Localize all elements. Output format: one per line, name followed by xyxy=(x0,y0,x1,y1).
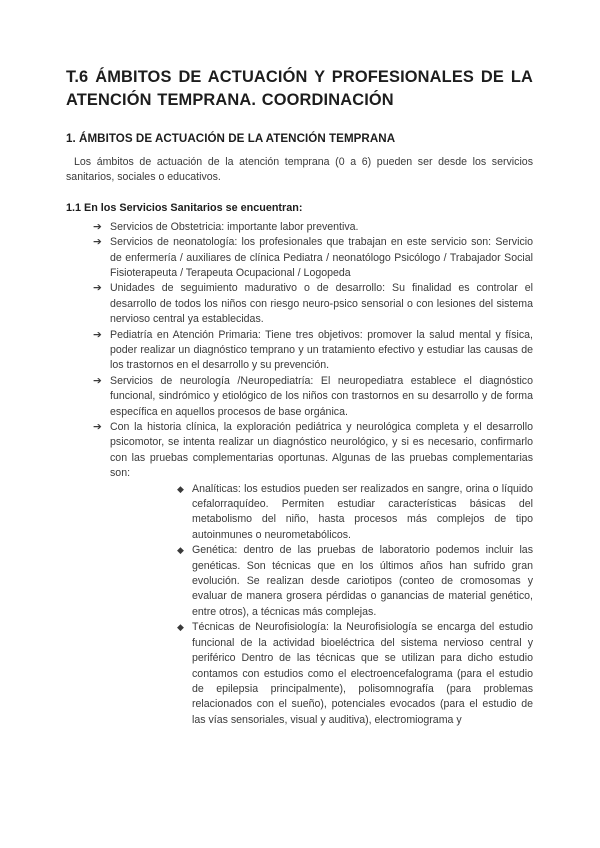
list-item xyxy=(110,620,533,728)
diamond-bullet-icon: ◆ xyxy=(177,483,184,494)
services-list xyxy=(66,220,533,728)
arrow-bullet-icon: ➔ xyxy=(93,328,102,341)
list-item-text: Técnicas de Neurofisiología: la Neurofisiología se encarga del estudio funcional de la actividad bioeléctrica del sistema nervioso central y periférico Dentro de las técnicas que se utilizan para dicho estudio contamos con estudios como el electroencefalograma (para el estudio de epilepsia principalmente), polisomnografía (para problemas relacionados con el sueño), potenciales evocados (para el estudio de las vías sensoriales, visual y auditiva), electromiograma y xyxy=(192,621,533,726)
section-heading-1: 1. ÁMBITOS DE ACTUACIÓN DE LA ATENCIÓN TEMPRANA xyxy=(66,132,396,145)
arrow-bullet-icon: ➔ xyxy=(93,220,102,233)
complementary-tests-list xyxy=(110,482,533,729)
list-item xyxy=(110,482,533,544)
list-item xyxy=(66,374,533,420)
list-item xyxy=(110,543,533,620)
arrow-bullet-icon: ➔ xyxy=(93,282,102,295)
list-item xyxy=(66,328,533,374)
diamond-bullet-icon: ◆ xyxy=(177,622,184,633)
list-item xyxy=(66,420,533,728)
diamond-bullet-icon: ◆ xyxy=(177,545,184,556)
arrow-bullet-icon: ➔ xyxy=(93,236,102,249)
list-item-text: Servicios de neurología /Neuropediatría: El neuropediatra establece el diagnóstico funcional, sindrómico y etiológico de los niños con trastornos en su desarrollo y de forma específica en aquellos procesos de base orgánica. xyxy=(110,374,533,418)
arrow-bullet-icon: ➔ xyxy=(93,374,102,387)
arrow-bullet-icon: ➔ xyxy=(93,421,102,433)
list-item-text: Servicios de Obstetricia: importante labor preventiva. xyxy=(110,220,359,233)
list-item-text: Analíticas: los estudios pueden ser realizados en sangre, orina o líquido cefalorraquídeo. Permiten estudiar características básicas del metabolismo del niño, hasta procesos más complejos de tipo autoinmunes o neurometabólicos. xyxy=(192,482,533,541)
list-item xyxy=(66,220,533,235)
list-item-text: Servicios de neonatología: los profesionales que trabajan en este servicio son: Servicio de enfermería / auxiliares de clínica Pediatra / neonatólogo Psicólogo / Trabajador Social Fisioterapeuta / Terapeuta Ocupacional / Logopeda xyxy=(110,236,533,279)
list-item xyxy=(66,281,533,327)
list-item-text: Genética: dentro de las pruebas de laboratorio podemos incluir las genéticas. Son técnicas que en los últimos años han sufrido gran evolución. Se realizan desde cariotipos (conteo de cromosomas y evaluar de manera grosera pérdidas o ganancias de material genético, entre otros), a técnicas más complejas. xyxy=(192,544,533,618)
list-item-text: Pediatría en Atención Primaria: Tiene tres objetivos: promover la salud mental y física, poder realizar un diagnóstico temprano y un tratamiento efectivo y estudiar las causas de los trastornos en el desarrollo y su prevención. xyxy=(110,328,533,372)
list-item-text: Con la historia clínica, la exploración pediátrica y neurológica completa y el desarrollo psicomotor, se intenta realizar un diagnóstico neurológico, y si es necesario, confirmarlo con las pruebas complementarias oportunas. Algunas de las pruebas complementarias son: xyxy=(110,421,533,480)
page-title: T.6 ÁMBITOS DE ACTUACIÓN Y PROFESIONALES DE LA ATENCIÓN TEMPRANA. COORDINACIÓN xyxy=(66,68,533,109)
list-item xyxy=(66,235,533,281)
subsection-heading-1-1: 1.1 En los Servicios Sanitarios se encuentran: xyxy=(66,202,303,215)
intro-paragraph: Los ámbitos de actuación de la atención temprana (0 a 6) pueden ser desde los servicios sanitarios, sociales o educativos. xyxy=(66,155,533,183)
list-item-text: Unidades de seguimiento madurativo o de desarrollo: Su finalidad es controlar el desarrollo de todos los niños con riesgo neuro-psico sensorial o con lesiones del sistema nervioso central ya establecidas. xyxy=(110,282,533,326)
